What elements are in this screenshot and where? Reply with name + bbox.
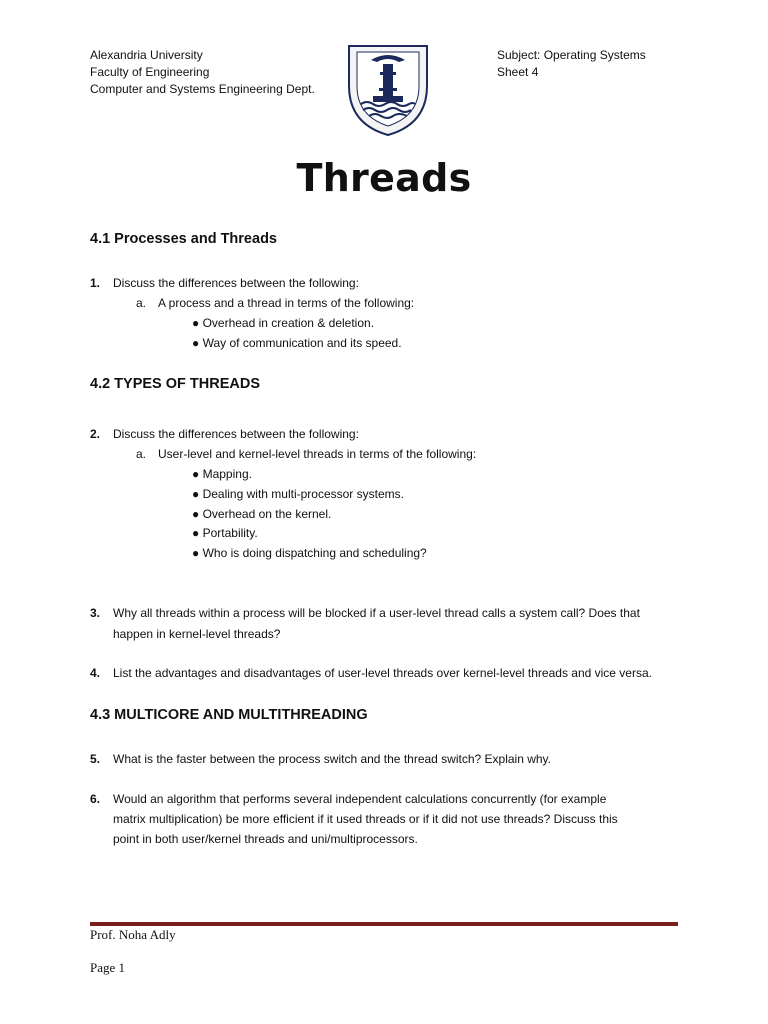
question-number-6: 6. — [90, 792, 101, 806]
question-1-bullet: ● Overhead in creation & deletion. — [192, 316, 375, 330]
question-2-bullet: ● Portability. — [192, 526, 258, 540]
question-number-5: 5. — [90, 752, 101, 766]
question-4-line: List the advantages and disadvantages of user-level threads over kernel-level threads and vice versa. — [113, 666, 652, 680]
question-6-line: matrix multiplication) be more efficient if it used threads or if it did not use threads? Discuss this — [113, 812, 618, 826]
university-logo — [343, 42, 433, 138]
question-2-bullet: ● Dealing with multi-processor systems. — [192, 487, 404, 501]
question-1-bullet: ● Way of communication and its speed. — [192, 336, 402, 350]
question-2-bullet: ● Mapping. — [192, 467, 252, 481]
question-number-3: 3. — [90, 606, 101, 620]
question-1-sub-text: A process and a thread in terms of the following: — [158, 296, 415, 310]
question-3-line: Why all threads within a process will be blocked if a user-level thread calls a system call? Does that — [113, 606, 640, 620]
header-university: Alexandria University — [90, 48, 203, 62]
section-heading-4-3: 4.3 MULTICORE AND MULTITHREADING — [90, 707, 368, 723]
question-2-bullet: ● Who is doing dispatching and scheduling? — [192, 546, 427, 560]
header-subject: Subject: Operating Systems — [497, 48, 646, 62]
question-number-4: 4. — [90, 666, 101, 680]
footer-divider — [90, 922, 678, 926]
section-heading-4-1: 4.1 Processes and Threads — [90, 231, 277, 247]
question-2-text: Discuss the differences between the following: — [113, 427, 359, 441]
question-2-sub-text: User-level and kernel-level threads in terms of the following: — [158, 447, 477, 461]
question-2-sub-label: a. — [136, 447, 147, 461]
question-6-line: point in both user/kernel threads and uni/multiprocessors. — [113, 832, 418, 846]
header-sheet: Sheet 4 — [497, 65, 539, 79]
section-heading-4-2: 4.2 TYPES OF THREADS — [90, 376, 261, 392]
question-1-text: Discuss the differences between the following: — [113, 276, 359, 290]
question-6-line: Would an algorithm that performs several independent calculations concurrently (for example — [113, 792, 607, 806]
footer-page-number: Page 1 — [90, 960, 126, 975]
question-number-1: 1. — [90, 276, 101, 290]
question-number-2: 2. — [90, 427, 101, 441]
page-title: Threads — [296, 156, 472, 200]
question-3-line: happen in kernel-level threads? — [113, 627, 281, 641]
header-faculty: Faculty of Engineering — [90, 65, 210, 79]
question-1-sub-label: a. — [136, 296, 147, 310]
question-2-bullet: ● Overhead on the kernel. — [192, 507, 332, 521]
question-5-line: What is the faster between the process switch and the thread switch? Explain why. — [113, 752, 551, 766]
header-department: Computer and Systems Engineering Dept. — [90, 82, 315, 96]
footer-author: Prof. Noha Adly — [90, 927, 176, 942]
